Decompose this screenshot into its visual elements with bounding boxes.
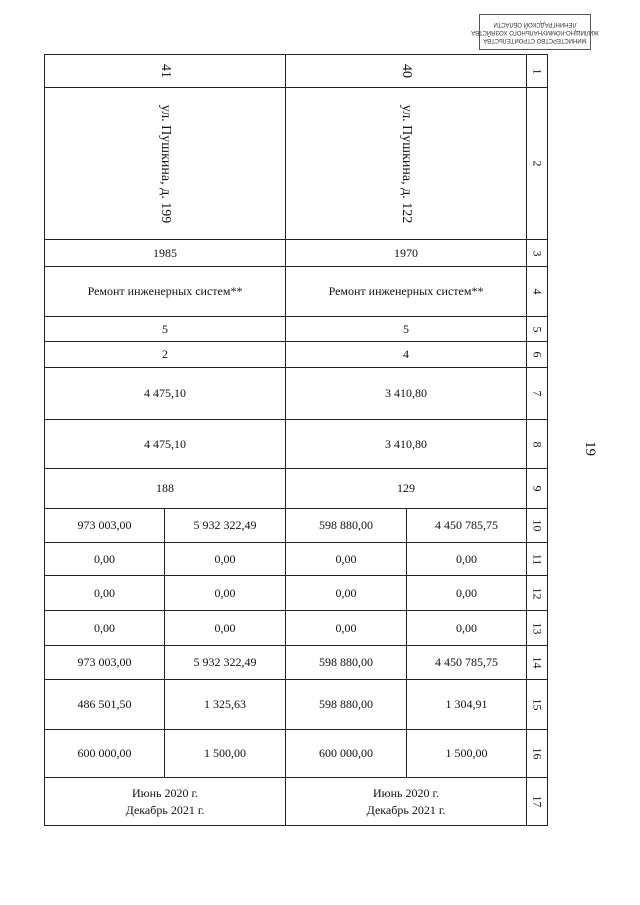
row-number-cell: [527, 646, 548, 680]
value-cell: 600 000,00: [45, 730, 165, 778]
row-number-cell: [527, 543, 548, 576]
row-number: 3: [530, 250, 545, 256]
value-cell: 1 500,00: [165, 730, 286, 778]
total-area-cell: 3 410,80: [286, 368, 527, 420]
row-number: 13: [530, 622, 545, 634]
residents-cell: 188: [45, 469, 286, 509]
value-cell: 1 304,91: [407, 680, 527, 730]
date-end: Декабрь 2021 г.: [366, 802, 446, 817]
table-row: [45, 576, 548, 611]
housing-repair-table: [44, 54, 548, 826]
stamp-line: МИНИСТЕРСТВО СТРОИТЕЛЬСТВА: [483, 37, 587, 43]
table-row: [45, 342, 548, 368]
value-cell: 973 003,00: [45, 509, 165, 543]
table-row: [45, 55, 548, 88]
row-number-cell: [527, 317, 548, 342]
registration-stamp: [471, 14, 599, 50]
table-row: [45, 680, 548, 730]
value-cell: 0,00: [165, 611, 286, 646]
value-cell: 5 932 322,49: [165, 509, 286, 543]
total-area-cell: 4 475,10: [45, 368, 286, 420]
item-number-cell: [286, 55, 527, 88]
table-row: [45, 420, 548, 469]
value-cell: 600 000,00: [286, 730, 407, 778]
date-start: Июнь 2020 г.: [131, 785, 199, 800]
value-cell: 0,00: [286, 543, 407, 576]
value-cell: 598 880,00: [286, 646, 407, 680]
item-number-cell: [45, 55, 286, 88]
year-cell: 1985: [45, 240, 286, 267]
floors-cell: 5: [45, 317, 286, 342]
table-row: [45, 469, 548, 509]
row-number-cell: [527, 420, 548, 469]
row-number: 10: [530, 519, 545, 532]
row-number-cell: [527, 778, 548, 826]
work-type-cell: Ремонт инженерных систем**: [286, 267, 527, 317]
row-number: 12: [530, 587, 545, 599]
item-number: 40: [399, 64, 414, 78]
row-number: 9: [530, 485, 545, 492]
value-cell: 0,00: [45, 611, 165, 646]
period-cell: [286, 778, 527, 826]
year-cell: 1970: [286, 240, 527, 267]
value-cell: 486 501,50: [45, 680, 165, 730]
table-row: [45, 317, 548, 342]
row-number: 1: [530, 68, 545, 74]
address: ул. Пушкина, д. 199: [157, 104, 173, 223]
row-number-cell: [527, 368, 548, 420]
value-cell: 0,00: [165, 543, 286, 576]
living-area-cell: 4 475,10: [45, 420, 286, 469]
row-number-cell: [527, 680, 548, 730]
row-number-cell: [527, 88, 548, 240]
table-row: [45, 509, 548, 543]
value-cell: 598 880,00: [286, 680, 407, 730]
entrances-cell: 2: [45, 342, 286, 368]
item-number: 41: [158, 64, 173, 78]
value-cell: 4 450 785,75: [407, 509, 527, 543]
table-row: [45, 730, 548, 778]
living-area-cell: 3 410,80: [286, 420, 527, 469]
row-number-cell: [527, 611, 548, 646]
entrances-cell: 4: [286, 342, 527, 368]
row-number: 4: [530, 288, 545, 295]
stamp-line: ЛЕНИНГРАДСКОЙ ОБЛАСТИ: [493, 21, 577, 27]
address: ул. Пушкина, д. 122: [398, 104, 414, 223]
value-cell: 0,00: [407, 576, 527, 611]
value-cell: 4 450 785,75: [407, 646, 527, 680]
row-number: 7: [530, 390, 545, 397]
row-number-cell: [527, 240, 548, 267]
value-cell: 5 932 322,49: [165, 646, 286, 680]
table-row: [45, 778, 548, 826]
row-number-cell: [527, 469, 548, 509]
row-number: 11: [530, 553, 545, 565]
value-cell: 0,00: [45, 543, 165, 576]
stamp-line: ЖИЛИЩНО-КОММУНАЛЬНОГО ХОЗЯЙСТВА: [471, 29, 599, 35]
address-cell: [286, 88, 527, 240]
value-cell: 1 500,00: [407, 730, 527, 778]
row-number-cell: [527, 730, 548, 778]
floors-cell: 5: [286, 317, 527, 342]
address-cell: [45, 88, 286, 240]
table-row: [45, 368, 548, 420]
row-number: 15: [530, 698, 545, 711]
row-number-cell: [527, 267, 548, 317]
value-cell: 973 003,00: [45, 646, 165, 680]
period-cell: [45, 778, 286, 826]
date-start: Июнь 2020 г.: [372, 785, 440, 800]
row-number-cell: [527, 55, 548, 88]
page-number: 19: [582, 441, 598, 456]
table-row: [45, 240, 548, 267]
table-row: [45, 88, 548, 240]
value-cell: 0,00: [407, 611, 527, 646]
value-cell: 1 325,63: [165, 680, 286, 730]
table-row: [45, 267, 548, 317]
value-cell: 0,00: [165, 576, 286, 611]
table-row: [45, 611, 548, 646]
value-cell: 0,00: [407, 543, 527, 576]
residents-cell: 129: [286, 469, 527, 509]
table-row: [45, 543, 548, 576]
row-number: 16: [530, 747, 545, 760]
date-end: Декабрь 2021 г.: [125, 802, 205, 817]
row-number-cell: [527, 509, 548, 543]
row-number: 14: [530, 656, 545, 669]
row-number-cell: [527, 342, 548, 368]
value-cell: 0,00: [286, 576, 407, 611]
table-row: [45, 646, 548, 680]
work-type-cell: Ремонт инженерных систем**: [45, 267, 286, 317]
row-number: 2: [530, 160, 545, 167]
value-cell: 598 880,00: [286, 509, 407, 543]
value-cell: 0,00: [286, 611, 407, 646]
row-number: 5: [530, 326, 545, 332]
value-cell: 0,00: [45, 576, 165, 611]
row-number: 6: [530, 351, 545, 358]
row-number: 8: [530, 441, 545, 447]
row-number: 17: [530, 795, 545, 808]
row-number-cell: [527, 576, 548, 611]
